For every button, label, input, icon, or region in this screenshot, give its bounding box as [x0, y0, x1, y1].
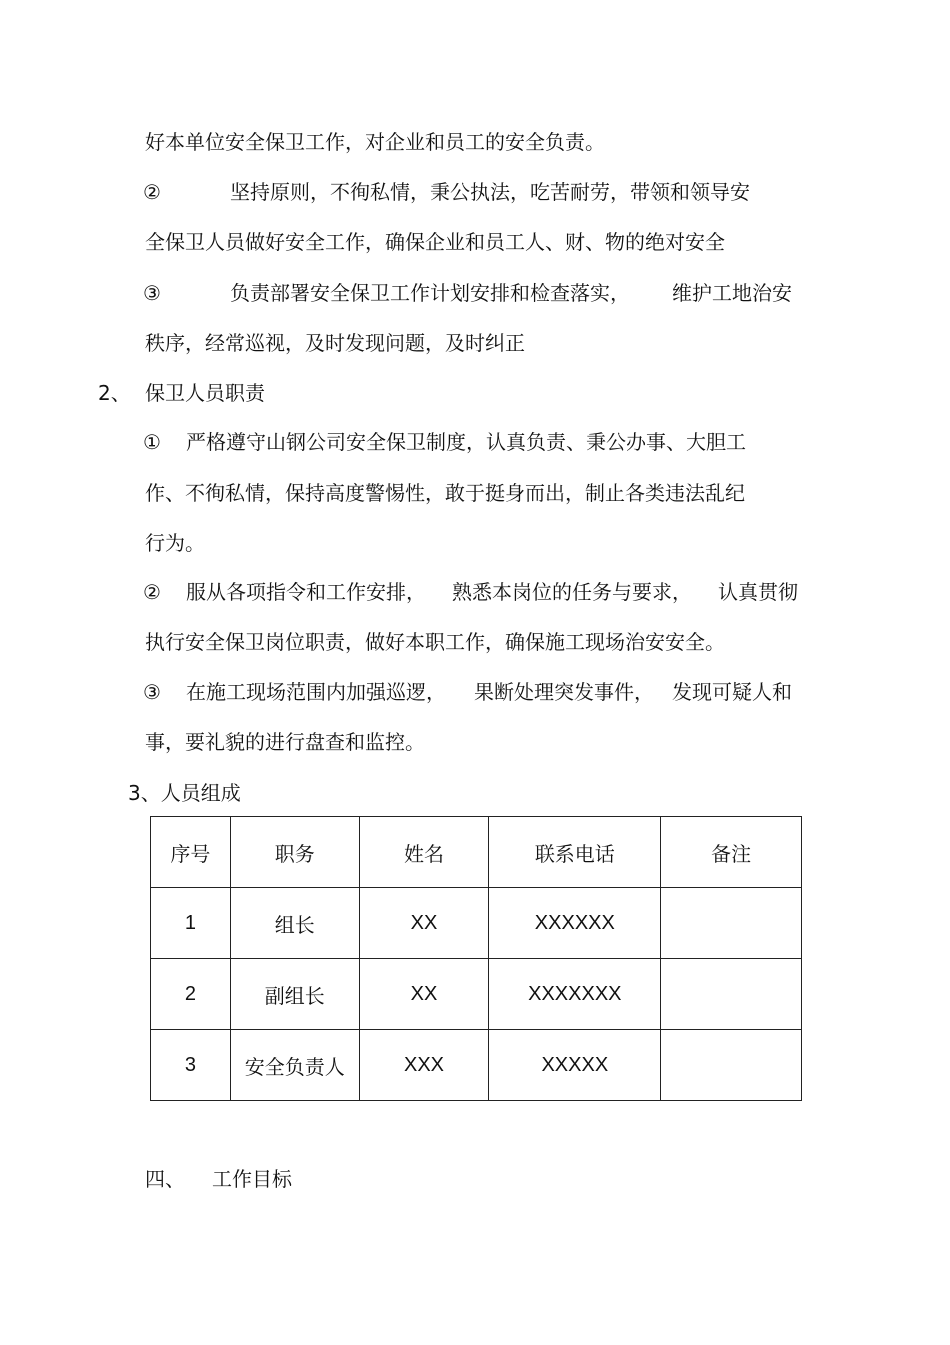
list-marker: ③: [143, 281, 161, 305]
cell-remarks: [661, 1030, 802, 1101]
paragraph-line: 维护工地治安: [672, 281, 792, 305]
paragraph-line: 好本单位安全保卫工作，对企业和员工的安全负责。: [145, 130, 605, 154]
paragraph-line: 发现可疑人和: [672, 680, 792, 704]
list-marker: ②: [143, 580, 161, 604]
cell-phone: XXXXXXX: [489, 959, 661, 1030]
list-marker: ②: [143, 180, 161, 204]
header-cell-name: 姓名: [359, 817, 489, 888]
paragraph-line: 负责部署安全保卫工作计划安排和检查落实，: [230, 281, 630, 305]
header-cell-index: 序号: [151, 817, 231, 888]
header-cell-phone: 联系电话: [489, 817, 661, 888]
paragraph-line: 执行安全保卫岗位职责，做好本职工作，确保施工现场治安安全。: [145, 630, 725, 654]
cell-position: 副组长: [230, 959, 359, 1030]
paragraph-line: 熟悉本岗位的任务与要求，: [452, 580, 692, 604]
paragraph-line: 秩序，经常巡视，及时发现问题，及时纠正: [145, 331, 525, 355]
table-row: [151, 959, 802, 1030]
cell-index: 2: [151, 959, 231, 1030]
section-number: 四、: [145, 1167, 185, 1191]
paragraph-line: 在施工现场范围内加强巡逻，: [186, 680, 446, 704]
table-row: [151, 1030, 802, 1101]
header-cell-remarks: 备注: [661, 817, 802, 888]
list-marker: ①: [143, 430, 161, 454]
paragraph-line: 坚持原则，不徇私情，秉公执法，吃苦耐劳，带领和领导安: [230, 180, 750, 204]
cell-remarks: [661, 959, 802, 1030]
cell-position: 安全负责人: [230, 1030, 359, 1101]
list-marker: ③: [143, 680, 161, 704]
cell-phone: XXXXXX: [489, 888, 661, 959]
table-row: [151, 888, 802, 959]
table-header-row: [151, 817, 802, 888]
paragraph-line: 认真贯彻: [718, 580, 798, 604]
section-heading: 3、人员组成: [128, 781, 241, 805]
cell-position: 组长: [230, 888, 359, 959]
cell-remarks: [661, 888, 802, 959]
cell-name: XX: [359, 888, 489, 959]
paragraph-line: 作、不徇私情，保持高度警惕性，敢于挺身而出，制止各类违法乱纪: [145, 481, 745, 505]
paragraph-line: 行为。: [145, 531, 205, 555]
paragraph-line: 服从各项指令和工作安排，: [186, 580, 426, 604]
personnel-table: [150, 816, 802, 1101]
section-heading: 工作目标: [212, 1167, 292, 1191]
cell-name: XX: [359, 959, 489, 1030]
cell-name: XXX: [359, 1030, 489, 1101]
header-cell-position: 职务: [230, 817, 359, 888]
section-heading: 保卫人员职责: [145, 381, 265, 405]
cell-phone: XXXXX: [489, 1030, 661, 1101]
paragraph-line: 果断处理突发事件，: [474, 680, 654, 704]
paragraph-line: 严格遵守山钢公司安全保卫制度，认真负责、秉公办事、大胆工: [186, 430, 746, 454]
section-number: 2、: [98, 381, 131, 405]
paragraph-line: 事，要礼貌的进行盘查和监控。: [145, 730, 425, 754]
cell-index: 1: [151, 888, 231, 959]
paragraph-line: 全保卫人员做好安全工作，确保企业和员工人、财、物的绝对安全: [145, 230, 725, 254]
cell-index: 3: [151, 1030, 231, 1101]
